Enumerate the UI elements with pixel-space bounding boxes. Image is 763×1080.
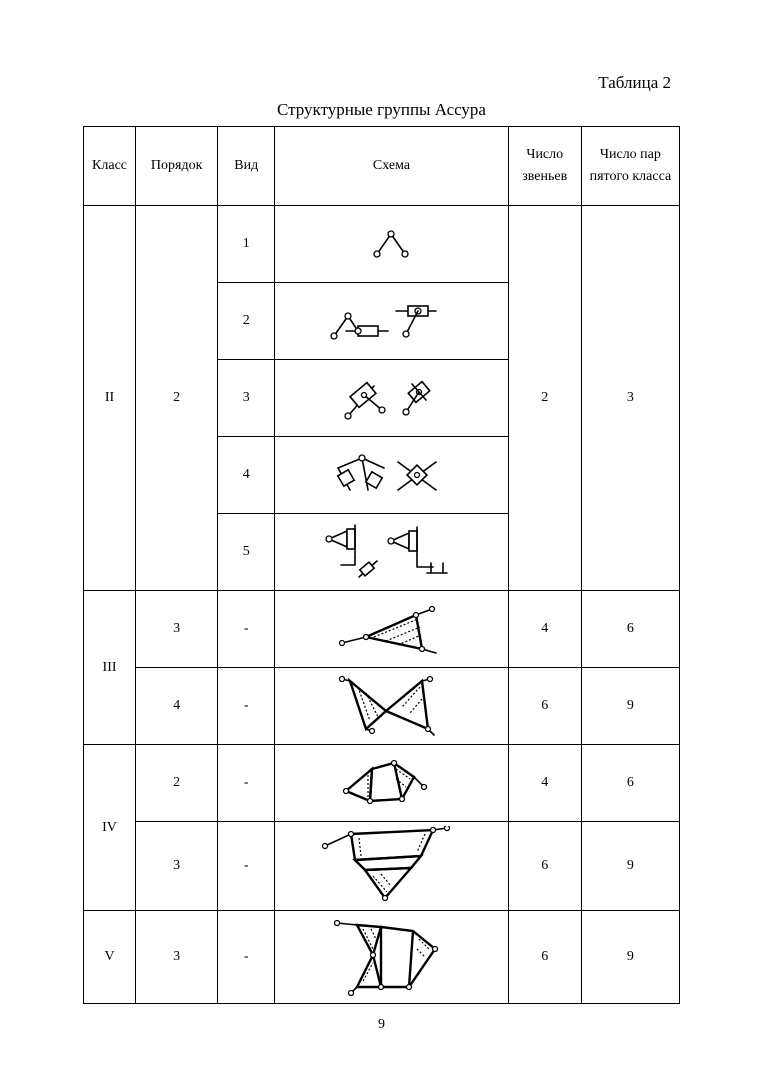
cell-links: 6 xyxy=(508,822,581,911)
schema-II-1 xyxy=(361,224,421,264)
cell-links: 4 xyxy=(508,591,581,668)
table-label: Таблица 2 xyxy=(598,73,671,92)
schema-II-2 xyxy=(326,296,456,346)
schema-cell xyxy=(275,591,508,668)
table-row xyxy=(84,668,680,745)
cell-poryadok: 3 xyxy=(136,911,218,1004)
header-row xyxy=(84,127,680,206)
cell-poryadok: 3 xyxy=(136,822,218,911)
schema-cell xyxy=(275,360,508,437)
cell-links: 6 xyxy=(508,911,581,1004)
header-vid: Вид xyxy=(218,127,275,206)
schema-cell xyxy=(275,822,508,911)
cell-klass: II xyxy=(84,206,136,591)
cell-pairs: 6 xyxy=(581,745,679,822)
cell-poryadok: 2 xyxy=(136,745,218,822)
schema-II-5 xyxy=(321,521,461,583)
cell-vid: - xyxy=(218,822,275,911)
cell-vid: - xyxy=(218,668,275,745)
header-klass: Класс xyxy=(84,127,136,206)
table-row xyxy=(84,745,680,822)
schema-cell xyxy=(275,283,508,360)
schema-IV-2 xyxy=(336,755,446,811)
cell-pairs: 6 xyxy=(581,591,679,668)
cell-poryadok: 2 xyxy=(136,206,218,591)
schema-II-4 xyxy=(326,450,456,500)
schema-cell xyxy=(275,437,508,514)
schema-III-4 xyxy=(336,673,446,739)
schema-cell xyxy=(275,668,508,745)
header-poryadok: Порядок xyxy=(136,127,218,206)
cell-klass: III xyxy=(84,591,136,745)
cell-vid: 1 xyxy=(218,206,275,283)
schema-cell xyxy=(275,745,508,822)
schema-V-3 xyxy=(331,917,451,997)
cell-vid: 2 xyxy=(218,283,275,360)
cell-pairs: 9 xyxy=(581,822,679,911)
cell-pairs: 3 xyxy=(581,206,679,591)
page-number: 9 xyxy=(378,1017,385,1032)
cell-poryadok: 4 xyxy=(136,668,218,745)
cell-vid: 4 xyxy=(218,437,275,514)
cell-klass: IV xyxy=(84,745,136,911)
header-schema: Схема xyxy=(275,127,508,206)
cell-pairs: 9 xyxy=(581,668,679,745)
table-row xyxy=(84,911,680,1004)
schema-cell xyxy=(275,911,508,1004)
schema-II-3 xyxy=(326,370,456,426)
header-links: Число звеньев xyxy=(508,127,581,206)
cell-vid: - xyxy=(218,745,275,822)
table-row xyxy=(84,822,680,911)
cell-links: 2 xyxy=(508,206,581,591)
table-row xyxy=(84,206,680,283)
cell-vid: - xyxy=(218,911,275,1004)
cell-links: 4 xyxy=(508,745,581,822)
assur-groups-table xyxy=(83,126,680,1004)
table-title: Структурные группы Ассура xyxy=(277,100,486,119)
cell-pairs: 9 xyxy=(581,911,679,1004)
cell-klass: V xyxy=(84,911,136,1004)
table-row xyxy=(84,591,680,668)
cell-links: 6 xyxy=(508,668,581,745)
cell-vid: - xyxy=(218,591,275,668)
schema-IV-3 xyxy=(321,826,461,906)
schema-III-3 xyxy=(336,601,446,657)
schema-cell xyxy=(275,514,508,591)
header-pairs: Число пар пятого класса xyxy=(581,127,679,206)
cell-poryadok: 3 xyxy=(136,591,218,668)
schema-cell xyxy=(275,206,508,283)
cell-vid: 3 xyxy=(218,360,275,437)
cell-vid: 5 xyxy=(218,514,275,591)
